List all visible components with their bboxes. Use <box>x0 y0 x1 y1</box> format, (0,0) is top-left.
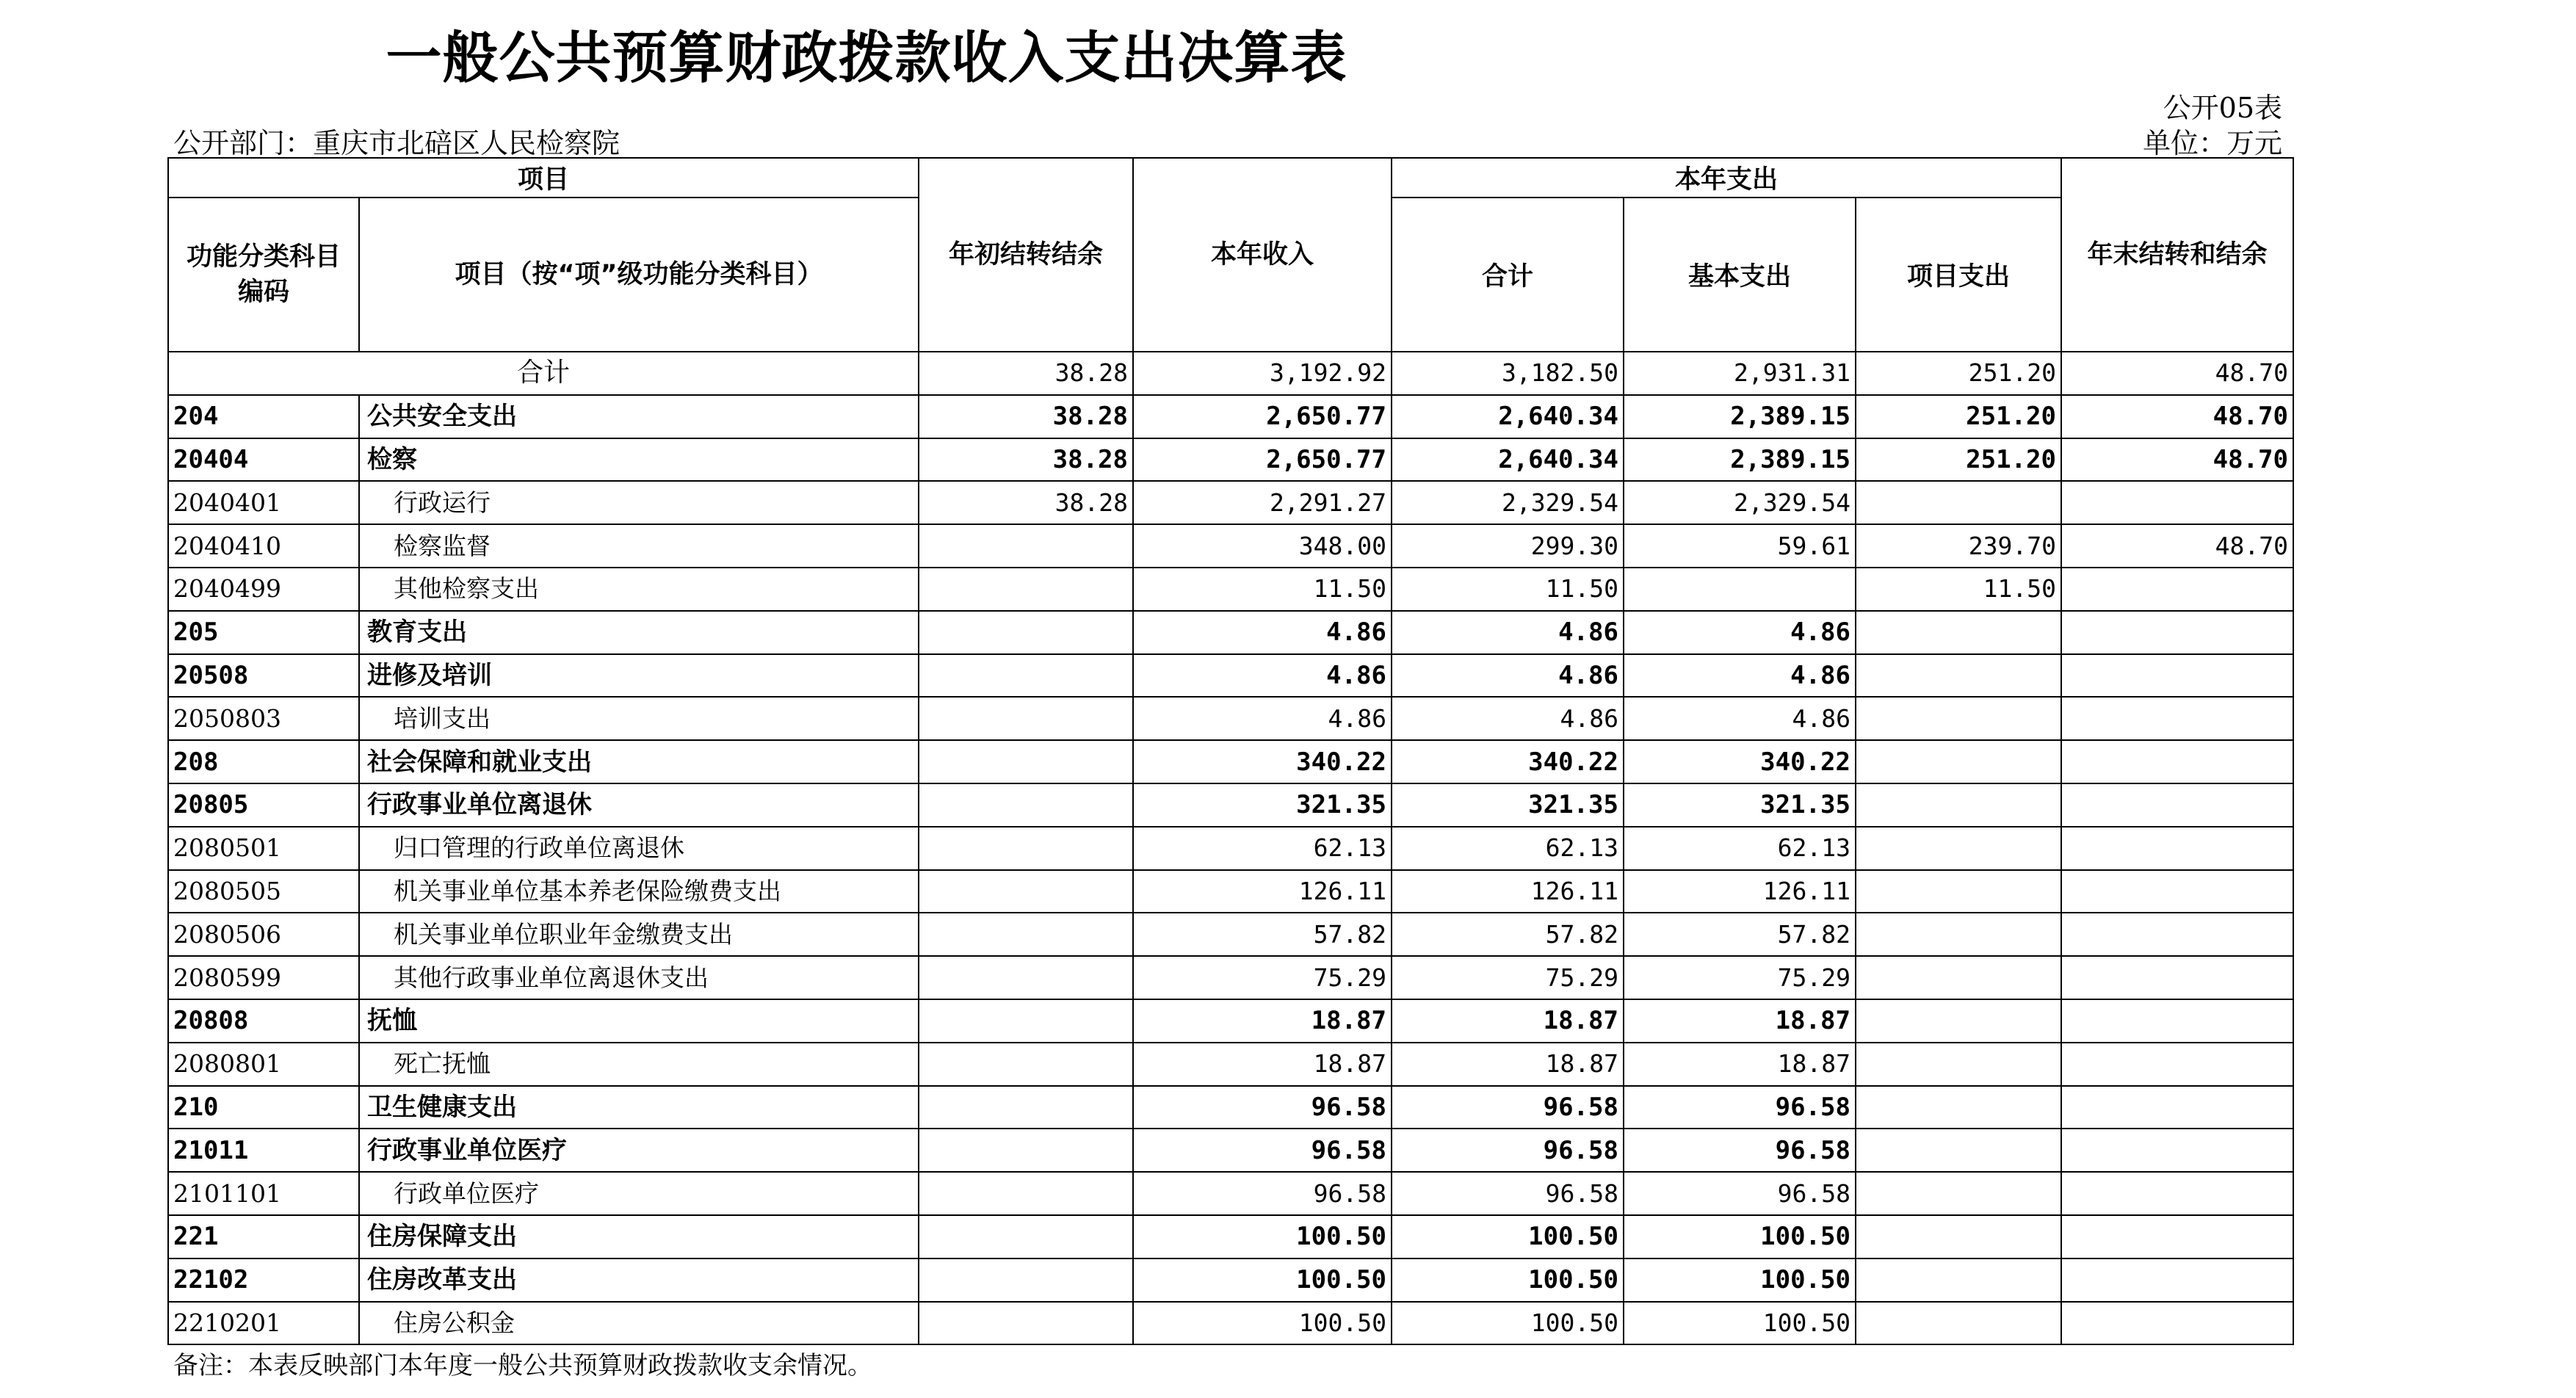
row-closing <box>2061 1215 2293 1258</box>
row-closing <box>2061 1129 2293 1172</box>
row-income: 57.82 <box>1133 913 1392 956</box>
total-opening: 38.28 <box>919 352 1133 395</box>
row-opening <box>919 783 1133 827</box>
department-label: 公开部门：重庆市北碚区人民检察院 <box>173 127 621 159</box>
row-income: 18.87 <box>1133 999 1392 1043</box>
row-name: 培训支出 <box>359 697 919 740</box>
row-income: 2,650.77 <box>1133 438 1392 482</box>
row-closing: 48.70 <box>2061 438 2293 482</box>
row-name: 教育支出 <box>359 611 919 654</box>
header-income: 本年收入 <box>1133 158 1392 352</box>
header-code: 功能分类科目编码 <box>168 198 359 352</box>
row-closing <box>2061 1302 2293 1345</box>
row-project <box>1856 740 2061 783</box>
row-project <box>1856 481 2061 524</box>
row-basic: 126.11 <box>1624 870 1856 913</box>
row-name: 其他检察支出 <box>359 568 919 611</box>
table-row <box>168 697 2293 740</box>
row-income: 100.50 <box>1133 1258 1392 1302</box>
row-opening <box>919 1215 1133 1258</box>
header-expense-group: 本年支出 <box>1392 158 2061 198</box>
row-code: 205 <box>168 611 359 654</box>
table-row <box>168 654 2293 698</box>
row-closing <box>2061 697 2293 740</box>
row-closing: 48.70 <box>2061 524 2293 568</box>
row-name: 机关事业单位基本养老保险缴费支出 <box>359 870 919 913</box>
row-code: 22102 <box>168 1258 359 1302</box>
row-project: 251.20 <box>1856 438 2061 482</box>
row-code: 2101101 <box>168 1172 359 1215</box>
page-title: 一般公共预算财政拨款收入支出决算表 <box>386 25 1347 90</box>
row-expense-total: 4.86 <box>1392 654 1624 698</box>
row-name: 行政单位医疗 <box>359 1172 919 1215</box>
row-project <box>1856 999 2061 1043</box>
row-expense-total: 57.82 <box>1392 913 1624 956</box>
row-opening <box>919 524 1133 568</box>
row-code: 2210201 <box>168 1302 359 1345</box>
row-basic: 100.50 <box>1624 1258 1856 1302</box>
row-opening <box>919 740 1133 783</box>
row-opening <box>919 956 1133 999</box>
row-opening <box>919 1129 1133 1172</box>
table-row <box>168 999 2293 1043</box>
row-name: 进修及培训 <box>359 654 919 698</box>
row-basic: 2,389.15 <box>1624 438 1856 482</box>
row-closing <box>2061 827 2293 870</box>
row-basic: 62.13 <box>1624 827 1856 870</box>
row-opening: 38.28 <box>919 395 1133 438</box>
row-expense-total: 100.50 <box>1392 1258 1624 1302</box>
row-income: 75.29 <box>1133 956 1392 999</box>
row-basic: 2,329.54 <box>1624 481 1856 524</box>
row-expense-total: 2,640.34 <box>1392 395 1624 438</box>
table-row <box>168 1086 2293 1129</box>
row-code: 2050803 <box>168 697 359 740</box>
row-income: 4.86 <box>1133 611 1392 654</box>
row-expense-total: 62.13 <box>1392 827 1624 870</box>
budget-table <box>167 157 2294 1345</box>
row-expense-total: 321.35 <box>1392 783 1624 827</box>
header-closing-balance: 年末结转和结余 <box>2061 158 2293 352</box>
row-closing <box>2061 783 2293 827</box>
header-basic: 基本支出 <box>1624 198 1856 352</box>
row-opening <box>919 913 1133 956</box>
row-basic: 57.82 <box>1624 913 1856 956</box>
row-expense-total: 11.50 <box>1392 568 1624 611</box>
row-code: 210 <box>168 1086 359 1129</box>
row-project: 239.70 <box>1856 524 2061 568</box>
row-expense-total: 126.11 <box>1392 870 1624 913</box>
row-project <box>1856 1172 2061 1215</box>
row-expense-total: 96.58 <box>1392 1172 1624 1215</box>
unit-label: 单位：万元 <box>2142 127 2282 159</box>
row-income: 18.87 <box>1133 1043 1392 1086</box>
row-expense-total: 100.50 <box>1392 1302 1624 1345</box>
row-name: 检察 <box>359 438 919 482</box>
row-opening <box>919 611 1133 654</box>
form-number: 公开05表 <box>2163 92 2282 124</box>
row-name: 行政运行 <box>359 481 919 524</box>
row-expense-total: 2,640.34 <box>1392 438 1624 482</box>
row-income: 2,650.77 <box>1133 395 1392 438</box>
row-code: 2080505 <box>168 870 359 913</box>
row-expense-total: 4.86 <box>1392 697 1624 740</box>
row-name: 住房改革支出 <box>359 1258 919 1302</box>
row-code: 2040401 <box>168 481 359 524</box>
row-expense-total: 340.22 <box>1392 740 1624 783</box>
row-name: 卫生健康支出 <box>359 1086 919 1129</box>
row-income: 100.50 <box>1133 1215 1392 1258</box>
row-closing <box>2061 481 2293 524</box>
row-project: 11.50 <box>1856 568 2061 611</box>
row-closing <box>2061 740 2293 783</box>
table-row <box>168 611 2293 654</box>
table-row <box>168 1302 2293 1345</box>
total-closing: 48.70 <box>2061 352 2293 395</box>
row-project <box>1856 956 2061 999</box>
table-row <box>168 783 2293 827</box>
row-name: 死亡抚恤 <box>359 1043 919 1086</box>
row-closing <box>2061 1043 2293 1086</box>
row-basic: 96.58 <box>1624 1129 1856 1172</box>
row-code: 2080501 <box>168 827 359 870</box>
table-body <box>168 352 2293 1344</box>
row-code: 20404 <box>168 438 359 482</box>
row-income: 96.58 <box>1133 1086 1392 1129</box>
row-project <box>1856 1215 2061 1258</box>
row-closing <box>2061 1258 2293 1302</box>
row-expense-total: 96.58 <box>1392 1086 1624 1129</box>
row-income: 96.58 <box>1133 1129 1392 1172</box>
row-opening <box>919 568 1133 611</box>
total-basic: 2,931.31 <box>1624 352 1856 395</box>
row-expense-total: 4.86 <box>1392 611 1624 654</box>
row-name: 其他行政事业单位离退休支出 <box>359 956 919 999</box>
row-opening: 38.28 <box>919 438 1133 482</box>
row-income: 348.00 <box>1133 524 1392 568</box>
table-row <box>168 827 2293 870</box>
row-basic: 4.86 <box>1624 697 1856 740</box>
row-name: 住房保障支出 <box>359 1215 919 1258</box>
row-income: 11.50 <box>1133 568 1392 611</box>
row-basic: 59.61 <box>1624 524 1856 568</box>
row-name: 机关事业单位职业年金缴费支出 <box>359 913 919 956</box>
row-basic: 4.86 <box>1624 654 1856 698</box>
row-code: 21011 <box>168 1129 359 1172</box>
table-row <box>168 438 2293 482</box>
row-basic: 75.29 <box>1624 956 1856 999</box>
row-closing: 48.70 <box>2061 395 2293 438</box>
row-opening <box>919 1258 1133 1302</box>
table-row <box>168 913 2293 956</box>
row-income: 340.22 <box>1133 740 1392 783</box>
row-project <box>1856 870 2061 913</box>
total-income: 3,192.92 <box>1133 352 1392 395</box>
row-basic: 18.87 <box>1624 999 1856 1043</box>
row-code: 2080599 <box>168 956 359 999</box>
row-income: 2,291.27 <box>1133 481 1392 524</box>
row-code: 221 <box>168 1215 359 1258</box>
row-project <box>1856 611 2061 654</box>
row-income: 96.58 <box>1133 1172 1392 1215</box>
row-expense-total: 299.30 <box>1392 524 1624 568</box>
row-project <box>1856 697 2061 740</box>
table-row <box>168 1043 2293 1086</box>
row-income: 100.50 <box>1133 1302 1392 1345</box>
row-basic: 96.58 <box>1624 1172 1856 1215</box>
total-project: 251.20 <box>1856 352 2061 395</box>
header-project: 项目 <box>168 158 919 198</box>
row-name: 抚恤 <box>359 999 919 1043</box>
row-expense-total: 2,329.54 <box>1392 481 1624 524</box>
row-closing <box>2061 611 2293 654</box>
row-closing <box>2061 1086 2293 1129</box>
row-basic: 2,389.15 <box>1624 395 1856 438</box>
row-code: 20805 <box>168 783 359 827</box>
table-row <box>168 956 2293 999</box>
row-basic: 18.87 <box>1624 1043 1856 1086</box>
row-opening <box>919 697 1133 740</box>
row-project <box>1856 1258 2061 1302</box>
row-income: 126.11 <box>1133 870 1392 913</box>
row-opening <box>919 1086 1133 1129</box>
table-row <box>168 481 2293 524</box>
row-basic: 321.35 <box>1624 783 1856 827</box>
row-income: 62.13 <box>1133 827 1392 870</box>
header-project-expense: 项目支出 <box>1856 198 2061 352</box>
row-code: 2040499 <box>168 568 359 611</box>
row-closing <box>2061 956 2293 999</box>
row-expense-total: 100.50 <box>1392 1215 1624 1258</box>
table-row <box>168 1258 2293 1302</box>
row-opening <box>919 827 1133 870</box>
header-name: 项目（按“项”级功能分类科目） <box>359 198 919 352</box>
header-opening-balance: 年初结转结余 <box>919 158 1133 352</box>
table-row <box>168 568 2293 611</box>
row-code: 2040410 <box>168 524 359 568</box>
row-name: 行政事业单位离退休 <box>359 783 919 827</box>
row-project <box>1856 827 2061 870</box>
row-code: 2080506 <box>168 913 359 956</box>
row-project <box>1856 913 2061 956</box>
row-basic: 96.58 <box>1624 1086 1856 1129</box>
row-code: 208 <box>168 740 359 783</box>
row-project <box>1856 1043 2061 1086</box>
row-closing <box>2061 999 2293 1043</box>
row-closing <box>2061 1172 2293 1215</box>
row-opening: 38.28 <box>919 481 1133 524</box>
row-code: 204 <box>168 395 359 438</box>
row-name: 归口管理的行政单位离退休 <box>359 827 919 870</box>
row-expense-total: 18.87 <box>1392 1043 1624 1086</box>
row-expense-total: 96.58 <box>1392 1129 1624 1172</box>
total-label: 合计 <box>168 352 919 395</box>
row-project <box>1856 1086 2061 1129</box>
row-code: 20508 <box>168 654 359 698</box>
row-opening <box>919 1172 1133 1215</box>
table-row <box>168 1129 2293 1172</box>
total-row <box>168 352 2293 395</box>
table-row <box>168 524 2293 568</box>
row-name: 检察监督 <box>359 524 919 568</box>
row-project: 251.20 <box>1856 395 2061 438</box>
table-row <box>168 1215 2293 1258</box>
total-expense: 3,182.50 <box>1392 352 1624 395</box>
row-name: 行政事业单位医疗 <box>359 1129 919 1172</box>
row-opening <box>919 654 1133 698</box>
row-closing <box>2061 654 2293 698</box>
table-row <box>168 1172 2293 1215</box>
header-expense-total: 合计 <box>1392 198 1624 352</box>
row-basic: 100.50 <box>1624 1302 1856 1345</box>
row-name: 住房公积金 <box>359 1302 919 1345</box>
row-project <box>1856 1302 2061 1345</box>
table-row <box>168 395 2293 438</box>
row-code: 2080801 <box>168 1043 359 1086</box>
row-opening <box>919 1043 1133 1086</box>
row-basic: 340.22 <box>1624 740 1856 783</box>
row-closing <box>2061 913 2293 956</box>
table-row <box>168 870 2293 913</box>
row-income: 321.35 <box>1133 783 1392 827</box>
table-row <box>168 740 2293 783</box>
footnote: 备注：本表反映部门本年度一般公共预算财政拨款收支余情况。 <box>173 1351 872 1380</box>
row-project <box>1856 783 2061 827</box>
row-income: 4.86 <box>1133 654 1392 698</box>
row-basic <box>1624 568 1856 611</box>
row-project <box>1856 1129 2061 1172</box>
row-opening <box>919 1302 1133 1345</box>
row-code: 20808 <box>168 999 359 1043</box>
row-name: 公共安全支出 <box>359 395 919 438</box>
row-closing <box>2061 568 2293 611</box>
row-expense-total: 18.87 <box>1392 999 1624 1043</box>
row-opening <box>919 999 1133 1043</box>
row-opening <box>919 870 1133 913</box>
row-expense-total: 75.29 <box>1392 956 1624 999</box>
row-project <box>1856 654 2061 698</box>
row-income: 4.86 <box>1133 697 1392 740</box>
row-name: 社会保障和就业支出 <box>359 740 919 783</box>
row-basic: 100.50 <box>1624 1215 1856 1258</box>
row-basic: 4.86 <box>1624 611 1856 654</box>
row-closing <box>2061 870 2293 913</box>
